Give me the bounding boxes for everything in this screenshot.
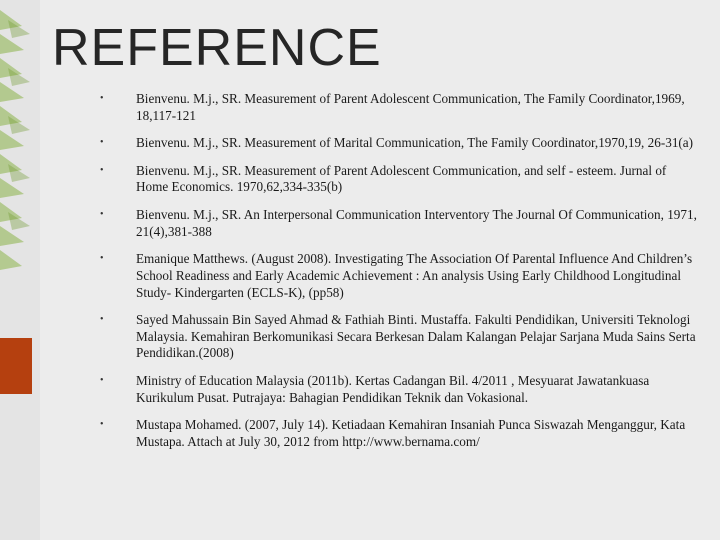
reference-item xyxy=(100,91,700,124)
reference-text: Bienvenu. M.j., SR. An Interpersonal Communication Interventory The Journal Of Communication, 1971, 21(4),381-388 xyxy=(136,206,697,239)
reference-item xyxy=(100,163,700,196)
bullet-icon: • xyxy=(100,208,104,220)
reference-item xyxy=(100,207,700,240)
bullet-icon: • xyxy=(100,137,104,149)
bullet-icon: • xyxy=(100,419,104,431)
reference-text: Bienvenu. M.j., SR. Measurement of Parent Adolescent Communication, The Family Coordinator,1969, 18,117-121 xyxy=(136,91,685,123)
accent-bar xyxy=(0,338,32,394)
reference-text: Mustapa Mohamed. (2007, July 14). Ketiadaan Kemahiran Insaniah Punca Siswazah Menganggur, Kata Mustapa. Attach at July 30, 2012 from http://www.bernama.com/ xyxy=(136,417,686,449)
reference-text: Emanique Matthews. (August 2008). Investigating The Association Of Parental Influence And Children’s School Readiness and Early Academic Achievement : An analysis Using Early Childhood Longitudinal Study- Kindergarten (ECLS-K), (pp58) xyxy=(136,251,693,300)
reference-text: Bienvenu. M.j., SR. Measurement of Marital Communication, The Family Coordinator,1970,19, 26-31(a) xyxy=(136,135,694,151)
leaf-pattern-decoration xyxy=(0,0,40,300)
reference-text: Ministry of Education Malaysia (2011b). Kertas Cadangan Bil. 4/2011 , Mesyuarat Jawatankuasa Kurikulum Pusat. Putrajaya: Bahagian Pendidikan Teknik dan Vokasional. xyxy=(136,372,650,405)
reference-item xyxy=(100,417,700,450)
reference-text: Sayed Mahussain Bin Sayed Ahmad & Fathiah Binti. Mustaffa. Fakulti Pendidikan, Universiti Teknologi Malaysia. Kemahiran Berkomunikasi Secara Berkesan Dalam Kalangan Pelajar Sarjana Muda Sains Serta Pendidikan.(2008) xyxy=(136,312,696,361)
bullet-icon: • xyxy=(100,93,104,104)
reference-item xyxy=(100,312,700,362)
bullet-icon: • xyxy=(100,164,104,176)
bullet-icon: • xyxy=(100,253,104,265)
bullet-icon: • xyxy=(100,374,104,386)
reference-item xyxy=(100,373,700,406)
reference-item xyxy=(100,251,700,301)
reference-text: Bienvenu. M.j., SR. Measurement of Parent Adolescent Communication, and self - esteem. Jurnal of Home Economics. 1970,62,334-335(b) xyxy=(136,162,667,195)
reference-list xyxy=(100,91,700,461)
reference-item xyxy=(100,135,700,152)
slide-title: REFERENCE xyxy=(52,19,382,77)
bullet-icon: • xyxy=(100,314,104,326)
